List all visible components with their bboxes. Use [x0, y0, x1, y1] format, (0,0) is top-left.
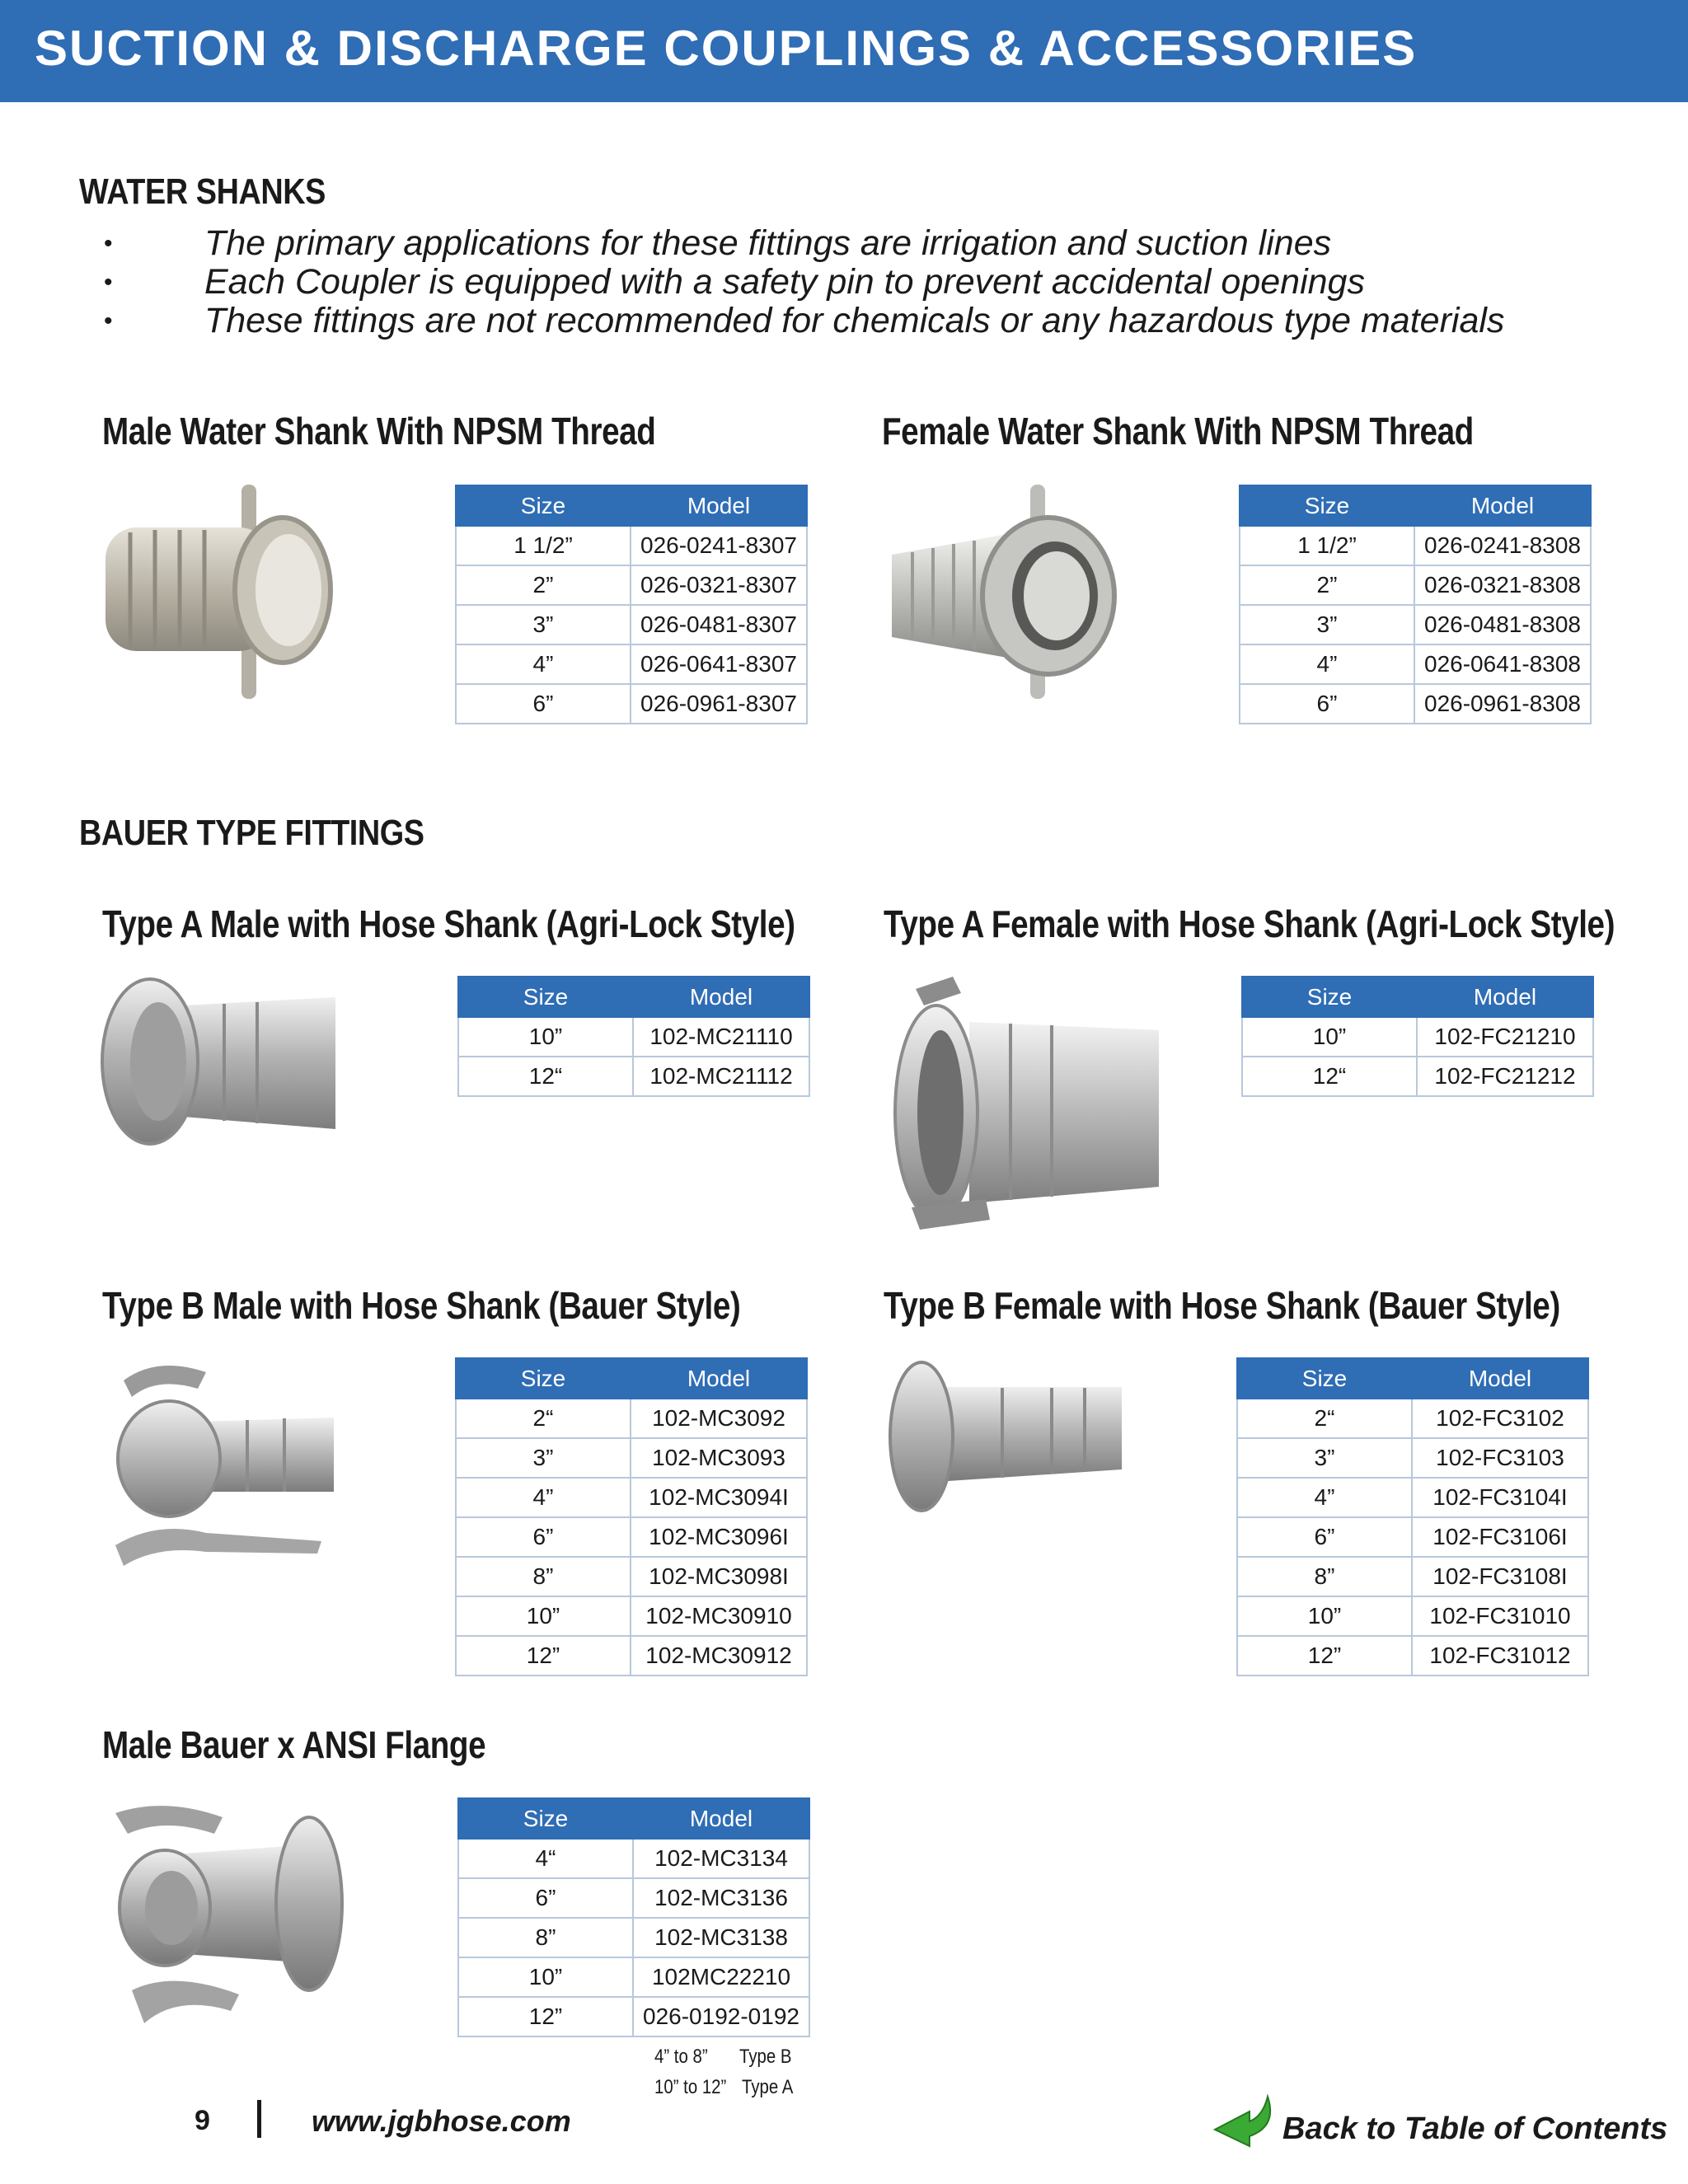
size-cell: 1 1/2”	[1240, 526, 1414, 565]
website-link[interactable]: www.jgbhose.com	[312, 2104, 571, 2138]
size-cell: 6”	[456, 1517, 631, 1557]
model-cell: 102MC22210	[633, 1957, 809, 1997]
male-water-shank-photo	[97, 485, 345, 699]
model-header: Model	[633, 977, 809, 1017]
table-row	[458, 1878, 809, 1918]
model-cell: 102-FC3102	[1412, 1399, 1588, 1438]
note-range: 4” to 8”	[654, 2046, 708, 2068]
type-b-male-photo	[107, 1356, 338, 1586]
type-a-male-table	[457, 976, 810, 1097]
model-cell: 102-MC3098I	[631, 1557, 807, 1596]
note-range: 10” to 12”	[654, 2076, 727, 2098]
model-cell: 026-0241-8307	[631, 526, 807, 565]
note-type: Type A	[742, 2076, 794, 2098]
size-cell: 12”	[456, 1636, 631, 1675]
size-cell: 12“	[1242, 1057, 1417, 1096]
type-b-female-title: Type B Female with Hose Shank (Bauer Style)	[884, 1284, 1560, 1327]
size-header: Size	[1242, 977, 1417, 1017]
size-cell: 3”	[1237, 1438, 1412, 1478]
model-cell: 026-0961-8307	[631, 684, 807, 724]
back-to-toc-label[interactable]: Back to Table of Contents	[1282, 2111, 1668, 2146]
table-row	[1237, 1517, 1588, 1557]
size-cell: 4”	[456, 644, 631, 684]
page-number: 9	[195, 2105, 210, 2136]
size-cell: 2“	[456, 1399, 631, 1438]
model-cell: 102-MC3138	[633, 1918, 809, 1957]
size-cell: 10”	[1242, 1017, 1417, 1057]
model-cell: 102-FC3103	[1412, 1438, 1588, 1478]
model-cell: 102-MC3092	[631, 1399, 807, 1438]
table-row	[456, 1438, 807, 1478]
table-row	[458, 1839, 809, 1878]
type-b-male-title: Type B Male with Hose Shank (Bauer Style)	[102, 1284, 741, 1327]
size-header: Size	[458, 1798, 633, 1839]
model-cell: 026-0961-8308	[1414, 684, 1591, 724]
size-cell: 12”	[458, 1997, 633, 2036]
size-cell: 6”	[456, 684, 631, 724]
size-cell: 10”	[458, 1957, 633, 1997]
table-row	[1240, 526, 1591, 565]
model-header: Model	[1414, 485, 1591, 526]
male-water-shank-title: Male Water Shank With NPSM Thread	[102, 410, 656, 452]
model-cell: 102-FC3104I	[1412, 1478, 1588, 1517]
size-cell: 8”	[1237, 1557, 1412, 1596]
model-header: Model	[633, 1798, 809, 1839]
model-cell: 026-0481-8308	[1414, 605, 1591, 644]
bullet-item: • Each Coupler is equipped with a safety pin to prevent accidental openings	[145, 263, 1504, 302]
table-row	[458, 1057, 809, 1096]
table-row	[456, 1478, 807, 1517]
model-cell: 026-0321-8308	[1414, 565, 1591, 605]
size-cell: 6”	[1240, 684, 1414, 724]
header-banner	[0, 0, 1688, 102]
size-cell: 8”	[456, 1557, 631, 1596]
size-cell: 10”	[458, 1017, 633, 1057]
size-cell: 2“	[1237, 1399, 1412, 1438]
type-b-female-table	[1236, 1357, 1589, 1676]
table-row	[1237, 1478, 1588, 1517]
table-row	[1242, 1017, 1593, 1057]
table-row	[456, 644, 807, 684]
size-cell: 10”	[1237, 1596, 1412, 1636]
water-shanks-heading: WATER SHANKS	[79, 171, 326, 212]
table-row	[458, 1997, 809, 2036]
model-cell: 102-MC3136	[633, 1878, 809, 1918]
model-header: Model	[1412, 1358, 1588, 1399]
table-row	[1237, 1399, 1588, 1438]
model-cell: 026-0641-8308	[1414, 644, 1591, 684]
model-cell: 102-FC21210	[1417, 1017, 1593, 1057]
bullet-item: • These fittings are not recommended for chemicals or any hazardous type materials	[145, 302, 1504, 340]
table-row	[1240, 605, 1591, 644]
model-cell: 102-MC3094I	[631, 1478, 807, 1517]
table-row	[456, 1517, 807, 1557]
table-row	[1240, 565, 1591, 605]
size-cell: 3”	[1240, 605, 1414, 644]
size-cell: 4”	[1237, 1478, 1412, 1517]
table-row	[456, 684, 807, 724]
type-b-male-table	[455, 1357, 808, 1676]
size-header: Size	[1240, 485, 1414, 526]
model-cell: 102-FC31010	[1412, 1596, 1588, 1636]
size-cell: 12”	[1237, 1636, 1412, 1675]
size-header: Size	[458, 977, 633, 1017]
model-cell: 102-MC3096I	[631, 1517, 807, 1557]
size-cell: 1 1/2”	[456, 526, 631, 565]
model-header: Model	[631, 485, 807, 526]
table-row	[1237, 1557, 1588, 1596]
table-row	[456, 526, 807, 565]
bauer-type-heading: BAUER TYPE FITTINGS	[79, 813, 424, 853]
model-header: Model	[1417, 977, 1593, 1017]
table-row	[1237, 1438, 1588, 1478]
model-cell: 102-MC3093	[631, 1438, 807, 1478]
table-row	[456, 605, 807, 644]
model-cell: 102-MC21112	[633, 1057, 809, 1096]
table-row	[456, 1557, 807, 1596]
size-header: Size	[456, 1358, 631, 1399]
size-header: Size	[1237, 1358, 1412, 1399]
size-cell: 3”	[456, 1438, 631, 1478]
table-row	[456, 565, 807, 605]
table-row	[1237, 1596, 1588, 1636]
type-a-female-title: Type A Female with Hose Shank (Agri-Lock Style)	[884, 902, 1615, 945]
table-row	[1237, 1636, 1588, 1675]
female-water-shank-photo	[884, 485, 1131, 699]
curved-arrow-icon	[1208, 2093, 1282, 2159]
model-cell: 102-MC3134	[633, 1839, 809, 1878]
male-bauer-ansi-photo	[107, 1797, 346, 2036]
male-water-shank-table	[455, 485, 808, 724]
size-cell: 3”	[456, 605, 631, 644]
size-cell: 4”	[1240, 644, 1414, 684]
back-to-toc-link[interactable]	[1208, 2093, 1670, 2159]
table-row	[458, 1918, 809, 1957]
size-cell: 8”	[458, 1918, 633, 1957]
type-a-male-title: Type A Male with Hose Shank (Agri-Lock Style)	[102, 902, 795, 945]
size-cell: 10”	[456, 1596, 631, 1636]
male-bauer-ansi-table	[457, 1797, 810, 2037]
size-cell: 2”	[456, 565, 631, 605]
model-cell: 102-FC3108I	[1412, 1557, 1588, 1596]
size-cell: 4“	[458, 1839, 633, 1878]
size-cell: 12“	[458, 1057, 633, 1096]
footer-divider	[257, 2100, 261, 2138]
model-cell: 026-0321-8307	[631, 565, 807, 605]
size-cell: 4”	[456, 1478, 631, 1517]
table-row	[456, 1636, 807, 1675]
model-cell: 026-0192-0192	[633, 1997, 809, 2036]
note-type: Type B	[739, 2046, 792, 2068]
model-cell: 102-FC21212	[1417, 1057, 1593, 1096]
size-cell: 6”	[458, 1878, 633, 1918]
type-a-female-photo	[887, 972, 1167, 1236]
size-cell: 6”	[1237, 1517, 1412, 1557]
table-row	[456, 1399, 807, 1438]
table-row	[458, 1957, 809, 1997]
table-row	[1240, 684, 1591, 724]
male-bauer-ansi-title: Male Bauer x ANSI Flange	[102, 1723, 486, 1766]
model-cell: 102-FC31012	[1412, 1636, 1588, 1675]
water-shanks-bullets	[145, 224, 1504, 340]
type-a-female-table	[1241, 976, 1594, 1097]
size-header: Size	[456, 485, 631, 526]
type-a-male-photo	[101, 972, 340, 1162]
bullet-item: • The primary applications for these fittings are irrigation and suction lines	[145, 224, 1504, 263]
female-water-shank-table	[1239, 485, 1592, 724]
model-cell: 026-0641-8307	[631, 644, 807, 684]
model-header: Model	[631, 1358, 807, 1399]
table-row	[456, 1596, 807, 1636]
model-cell: 102-MC21110	[633, 1017, 809, 1057]
model-cell: 026-0481-8307	[631, 605, 807, 644]
model-cell: 026-0241-8308	[1414, 526, 1591, 565]
model-cell: 102-MC30910	[631, 1596, 807, 1636]
female-water-shank-title: Female Water Shank With NPSM Thread	[882, 410, 1474, 452]
table-row	[1242, 1057, 1593, 1096]
type-b-female-photo	[887, 1358, 1126, 1515]
model-cell: 102-MC30912	[631, 1636, 807, 1675]
size-cell: 2”	[1240, 565, 1414, 605]
page-title: SUCTION & DISCHARGE COUPLINGS & ACCESSORIES	[35, 21, 1418, 76]
table-row	[458, 1017, 809, 1057]
table-row	[1240, 644, 1591, 684]
model-cell: 102-FC3106I	[1412, 1517, 1588, 1557]
